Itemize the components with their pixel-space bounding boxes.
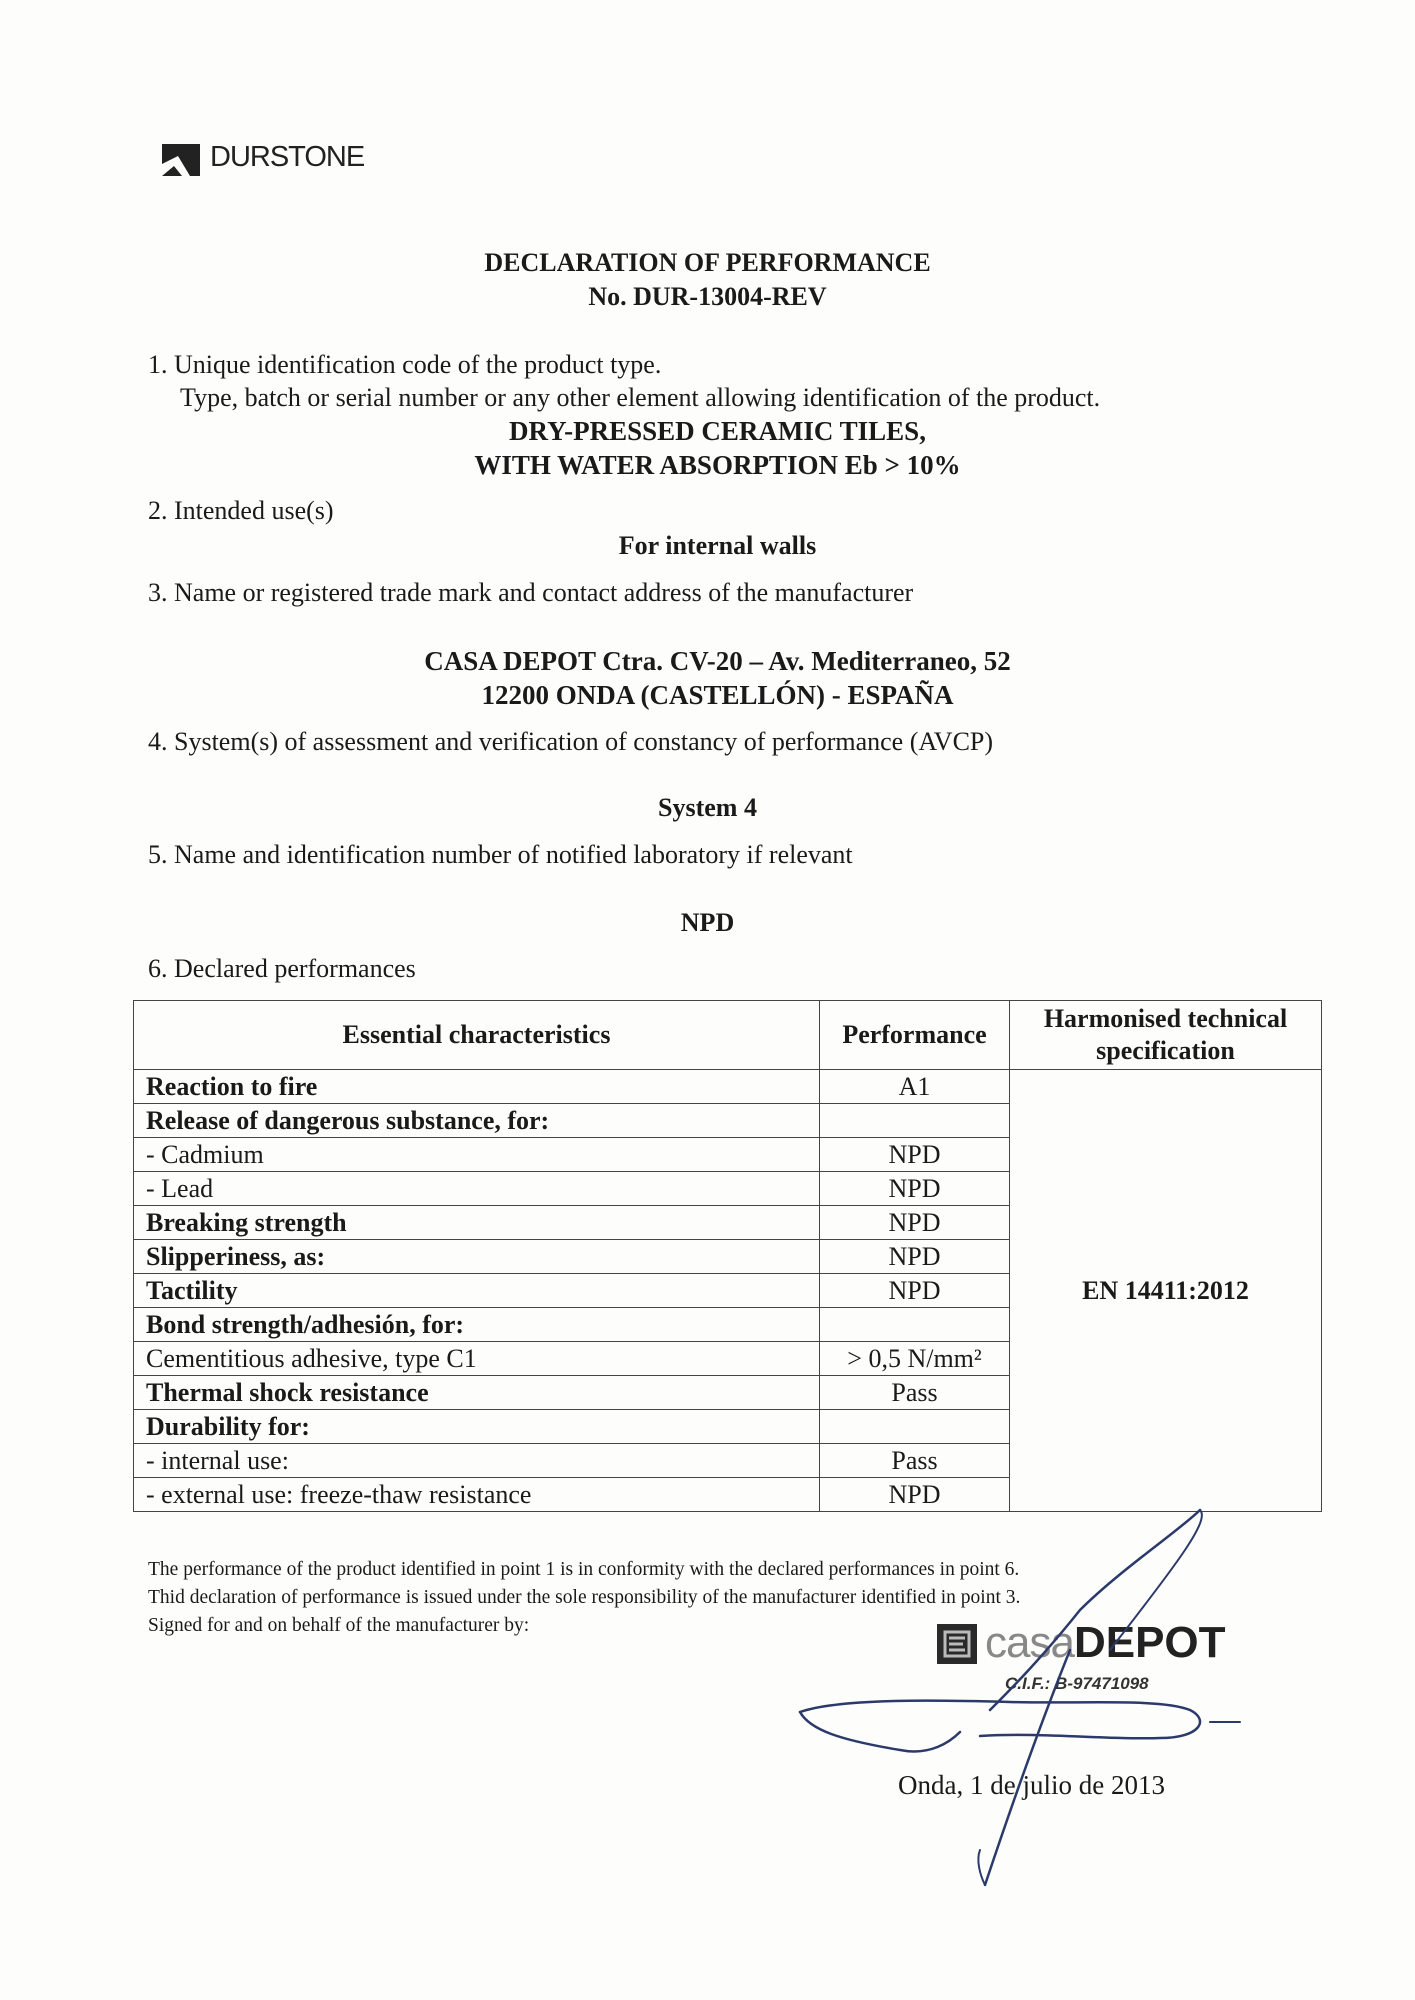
performance-cell: Pass bbox=[820, 1376, 1010, 1410]
section-4-value: System 4 bbox=[658, 793, 757, 822]
section-2-value: For internal walls bbox=[618, 531, 817, 560]
performance-cell: NPD bbox=[820, 1274, 1010, 1308]
spec-cell: EN 14411:2012 bbox=[1010, 1070, 1322, 1512]
header-performance: Performance bbox=[820, 1001, 1010, 1070]
section-1-label: 1. Unique identification code of the product type. bbox=[148, 350, 662, 379]
characteristic-cell: Slipperiness, as: bbox=[134, 1240, 820, 1274]
section-4-label: 4. System(s) of assessment and verification of constancy of performance (AVCP) bbox=[148, 727, 994, 756]
performance-cell: NPD bbox=[820, 1206, 1010, 1240]
performance-cell bbox=[820, 1410, 1010, 1444]
section-2-label: 2. Intended use(s) bbox=[148, 496, 334, 525]
footer-line-1: The performance of the product identified in point 1 is in conformity with the declared performances in point 6. bbox=[148, 1559, 1020, 1580]
performance-cell: NPD bbox=[820, 1478, 1010, 1512]
characteristic-cell: Cementitious adhesive, type C1 bbox=[134, 1342, 820, 1376]
characteristic-cell: - internal use: bbox=[134, 1444, 820, 1478]
performance-cell bbox=[820, 1308, 1010, 1342]
section-5-label: 5. Name and identification number of notified laboratory if relevant bbox=[148, 840, 853, 869]
characteristic-cell: - Cadmium bbox=[134, 1138, 820, 1172]
performance-cell: A1 bbox=[820, 1070, 1010, 1104]
logo-text: DURSTONE bbox=[210, 140, 365, 173]
header-harmonised-spec: Harmonised technical specification bbox=[1010, 1001, 1322, 1070]
footer-line-2: Thid declaration of performance is issued under the sole responsibility of the manufacturer identified in point 3. bbox=[148, 1587, 1021, 1608]
characteristic-cell: - external use: freeze-thaw resistance bbox=[134, 1478, 820, 1512]
characteristic-cell: Reaction to fire bbox=[134, 1070, 820, 1104]
characteristic-cell: Breaking strength bbox=[134, 1206, 820, 1240]
signature-date: Onda, 1 de julio de 2013 bbox=[898, 1770, 1165, 1800]
footer-line-3: Signed for and on behalf of the manufacturer by: bbox=[148, 1615, 530, 1636]
characteristic-cell: Durability for: bbox=[134, 1410, 820, 1444]
stamp-cif: C.I.F.: B-97471098 bbox=[1005, 1674, 1149, 1693]
handwritten-signature bbox=[780, 1500, 1260, 1890]
performance-cell: Pass bbox=[820, 1444, 1010, 1478]
performance-cell bbox=[820, 1104, 1010, 1138]
company-logo bbox=[160, 136, 364, 178]
stamp-name-bold: DEPOT bbox=[1073, 1618, 1226, 1667]
section-3-value-line2: 12200 ONDA (CASTELLÓN) - ESPAÑA bbox=[481, 680, 954, 710]
section-1-value-line1: DRY-PRESSED CERAMIC TILES, bbox=[509, 416, 926, 446]
section-1-value-line2: WITH WATER ABSORPTION Eb > 10% bbox=[474, 450, 961, 480]
section-6-label: 6. Declared performances bbox=[148, 954, 416, 983]
durstone-logo-icon bbox=[160, 136, 202, 178]
section-3-label: 3. Name or registered trade mark and contact address of the manufacturer bbox=[148, 578, 914, 607]
characteristic-cell: Tactility bbox=[134, 1274, 820, 1308]
stamp-name-light: casa bbox=[985, 1618, 1074, 1667]
table-row bbox=[134, 1070, 1322, 1104]
document-number: No. DUR-13004-REV bbox=[588, 282, 827, 311]
performance-cell: > 0,5 N/mm² bbox=[820, 1342, 1010, 1376]
performance-cell: NPD bbox=[820, 1240, 1010, 1274]
performance-cell: NPD bbox=[820, 1138, 1010, 1172]
characteristic-cell: - Lead bbox=[134, 1172, 820, 1206]
performance-cell: NPD bbox=[820, 1172, 1010, 1206]
section-5-value: NPD bbox=[680, 908, 735, 937]
declared-performances-table bbox=[133, 1000, 1322, 1512]
section-3-value-line1: CASA DEPOT Ctra. CV-20 – Av. Mediterraneo, 52 bbox=[424, 646, 1011, 676]
characteristic-cell: Bond strength/adhesión, for: bbox=[134, 1308, 820, 1342]
table-header-row bbox=[134, 1001, 1322, 1070]
section-1-sublabel: Type, batch or serial number or any other element allowing identification of the product. bbox=[180, 383, 1101, 412]
header-essential-characteristics: Essential characteristics bbox=[134, 1001, 820, 1070]
characteristic-cell: Release of dangerous substance, for: bbox=[134, 1104, 820, 1138]
characteristic-cell: Thermal shock resistance bbox=[134, 1376, 820, 1410]
document-title: DECLARATION OF PERFORMANCE bbox=[484, 248, 931, 277]
